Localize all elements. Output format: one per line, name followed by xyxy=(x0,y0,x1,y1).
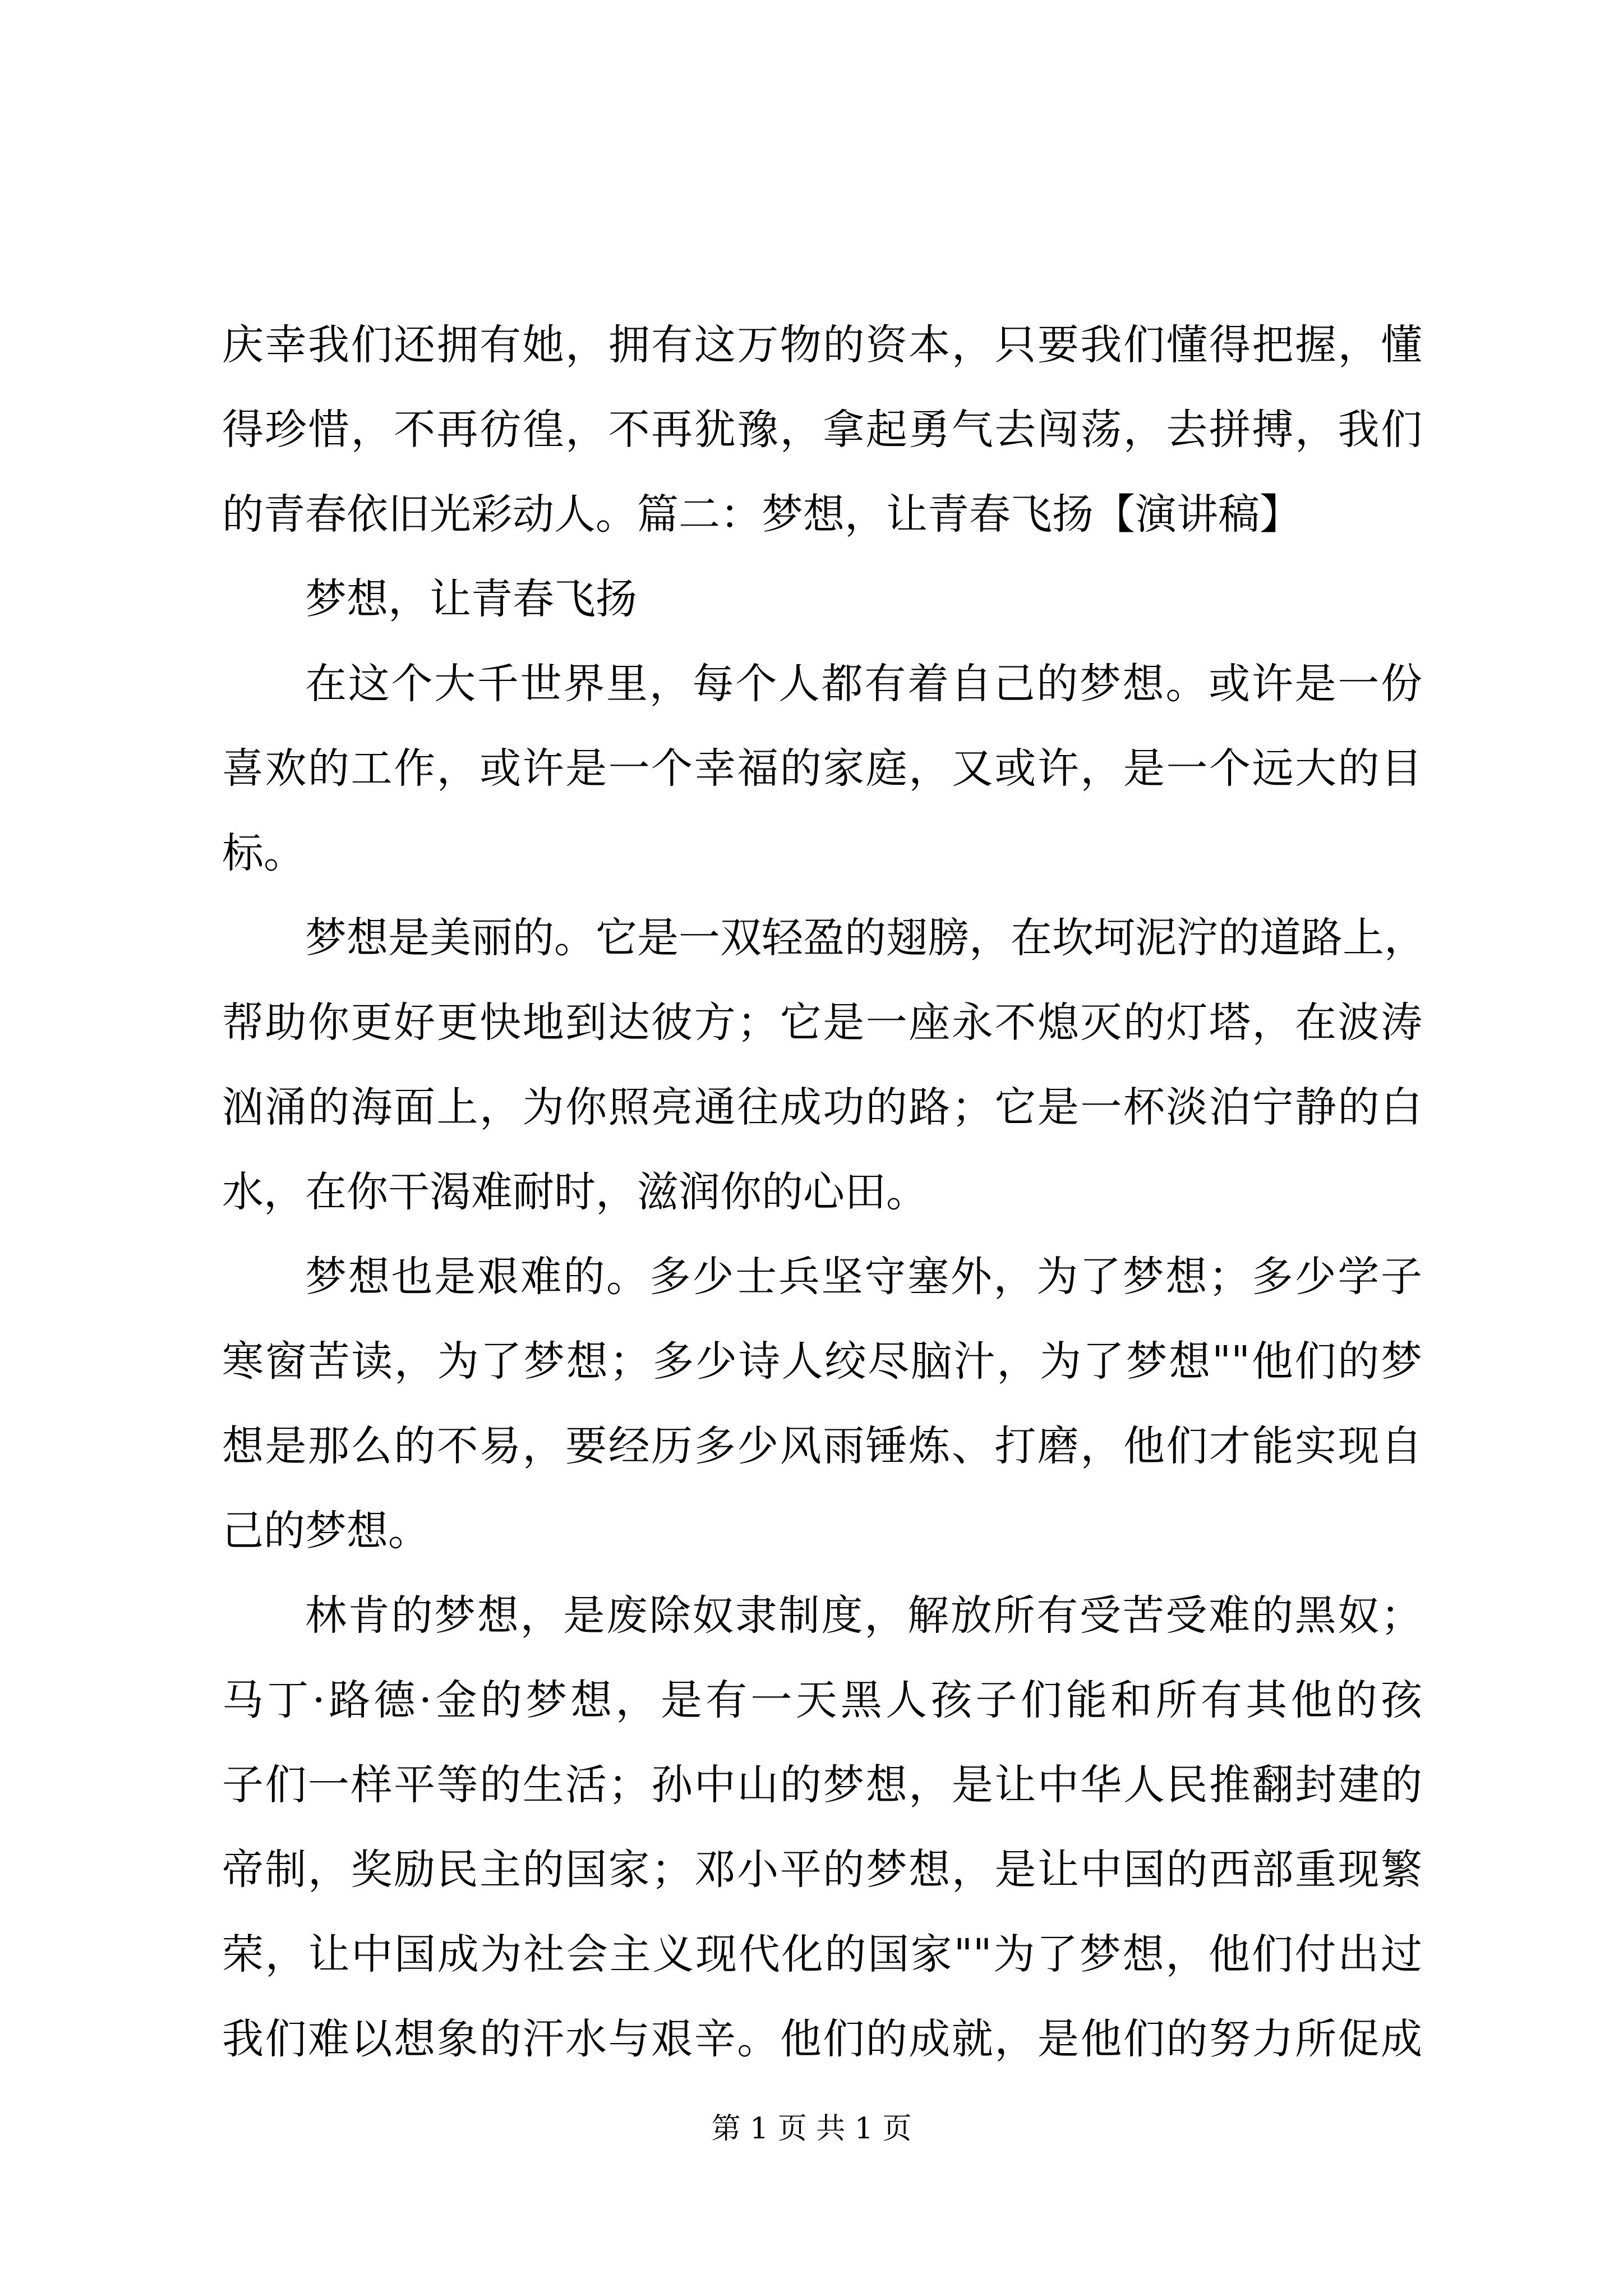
text-line: 水，在你干渴难耐时，滋润你的心田。 xyxy=(222,1168,928,1216)
text-line: 在这个大千世界里，每个人都有着自己的梦想。或许是一份 xyxy=(305,660,1422,708)
text-line: 己的梦想。 xyxy=(222,1507,430,1555)
text-line: 得珍惜，不再彷徨，不再犹豫，拿起勇气去闯荡，去拼搏，我们 xyxy=(222,406,1422,454)
text-line: 的青春依旧光彩动人。篇二：梦想，让青春飞扬【演讲稿】 xyxy=(222,490,1301,539)
text-line: 我们难以想象的汗水与艰辛。他们的成就，是他们的努力所促成 xyxy=(222,2015,1422,2063)
text-line: 林肯的梦想，是废除奴隶制度，解放所有受苦受难的黑奴； xyxy=(305,1591,1422,1640)
text-line: 帝制，奖励民主的国家；邓小平的梦想，是让中国的西部重现繁 xyxy=(222,1846,1422,1894)
text-line: 梦想，让青春飞扬 xyxy=(305,575,637,623)
text-line: 梦想是美丽的。它是一双轻盈的翅膀，在坎坷泥泞的道路上， xyxy=(305,914,1426,962)
text-line: 庆幸我们还拥有她，拥有这万物的资本，只要我们懂得把握，懂 xyxy=(222,321,1422,369)
text-line: 马丁·路德·金的梦想，是有一天黑人孩子们能和所有其他的孩 xyxy=(222,1676,1422,1724)
text-line: 帮助你更好更快地到达彼方；它是一座永不熄灭的灯塔，在波涛 xyxy=(222,999,1422,1047)
text-line: 寒窗苦读，为了梦想；多少诗人绞尽脑汁，为了梦想""他们的梦 xyxy=(222,1337,1422,1386)
text-line: 子们一样平等的生活；孙中山的梦想，是让中华人民推翻封建的 xyxy=(222,1761,1422,1809)
text-line: 荣，让中国成为社会主义现代化的国家""为了梦想，他们付出过 xyxy=(222,1930,1422,1978)
text-line: 梦想也是艰难的。多少士兵坚守塞外，为了梦想；多少学子 xyxy=(305,1253,1422,1301)
text-line: 喜欢的工作，或许是一个幸福的家庭，又或许，是一个远大的目 xyxy=(222,744,1422,793)
text-line: 汹涌的海面上，为你照亮通往成功的路；它是一杯淡泊宁静的白 xyxy=(222,1083,1422,1131)
page-footer: 第 1 页 共 1 页 xyxy=(711,2112,912,2146)
text-line: 标。 xyxy=(222,829,305,877)
body-text xyxy=(222,303,1426,2082)
text-line: 想是那么的不易，要经历多少风雨锤炼、打磨，他们才能实现自 xyxy=(222,1422,1422,1470)
